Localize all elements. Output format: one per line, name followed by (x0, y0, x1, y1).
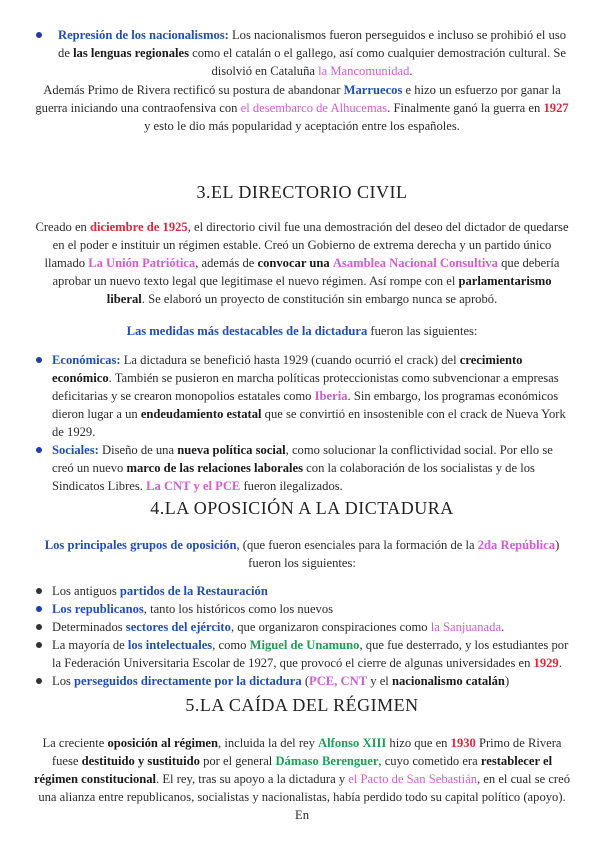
item-text: fueron ilegalizados. (240, 479, 343, 493)
para-text: , además de (195, 256, 258, 270)
list-item (32, 636, 572, 672)
item-highlight: PCE, CNT (309, 674, 368, 688)
para-text: , cuyo cometido era (378, 754, 481, 768)
measures-intro (32, 322, 572, 340)
bullet-icon (36, 32, 42, 38)
para-date: 1927 (543, 101, 569, 115)
para-emphasis: convocar una (257, 256, 330, 270)
para-emphasis: Los principales grupos de oposición (44, 538, 237, 552)
item-text: que se convirtió en insostenible con el crack de Nueva York de 1929. (52, 407, 566, 439)
para-name: Alfonso XIII (318, 736, 387, 750)
item-emphasis: los intelectuales (127, 638, 213, 652)
item-emphasis: endeudamiento estatal (140, 407, 262, 421)
item-text: La dictadura se benefició hasta 1929 (cuando ocurrió el crack) del (120, 353, 460, 367)
item-text: , como (212, 638, 250, 652)
bullet-icon (36, 447, 42, 453)
item-text: Los antiguos (52, 584, 120, 598)
item-text: Los nacionalismos fueron perseguidos e incluso se prohibió el uso de (58, 28, 567, 60)
section-heading: 5.LA CAÍDA DEL RÉGIMEN (185, 695, 419, 715)
bullet-icon (36, 357, 42, 363)
item-highlight: la Mancomunidad (318, 64, 410, 78)
item-text: . (501, 620, 505, 634)
item-text: La mayoría de (52, 638, 128, 652)
list-item (32, 26, 572, 80)
opposition-intro (32, 536, 572, 572)
item-text: Diseño de una (98, 443, 178, 457)
item-text: . También se pusieron en marcha políticas proteccionistas como subvencionar a empresas deficitarias y se crearon monopolios estatales como (52, 371, 559, 403)
item-emphasis: las lenguas regionales (73, 46, 189, 60)
para-text: hizo que en (386, 736, 451, 750)
item-emphasis: marco de las relaciones laborales (126, 461, 304, 475)
item-highlight: la Sanjuanada (430, 620, 502, 634)
para-name: Dámaso Berenguer (275, 754, 379, 768)
bullet-icon (36, 678, 42, 684)
item-name: Miguel de Unamuno (249, 638, 360, 652)
section-heading: 3.EL DIRECTORIO CIVIL (196, 182, 408, 202)
para-text: por el general (199, 754, 276, 768)
item-text: , que organizaron conspiraciones como (230, 620, 431, 634)
item-emphasis: Los republicanos (52, 602, 144, 616)
para-emphasis: oposición al régimen (107, 736, 219, 750)
item-highlight: La CNT y el PCE (146, 479, 241, 493)
para-date: 1930 (450, 736, 476, 750)
para-highlight: La Unión Patriótica (88, 256, 196, 270)
item-heading: Represión de los nacionalismos: (57, 28, 229, 42)
section-heading: 4.LA OPOSICIÓN A LA DICTADURA (150, 498, 454, 518)
para-text: fueron las siguientes: (367, 324, 478, 338)
para-emphasis: parlamentarismo liberal (106, 274, 552, 306)
para-text: La creciente (42, 736, 108, 750)
para-text: . Finalmente ganó la guerra en (387, 101, 544, 115)
para-text: Primo de Rivera fuese (51, 736, 562, 768)
item-emphasis: partidos de la Restauración (119, 584, 268, 598)
measures-list (32, 351, 572, 495)
para-emphasis: Marruecos (343, 83, 403, 97)
para-highlight: 2da República (477, 538, 556, 552)
list-item (32, 441, 572, 495)
para-emphasis: destituido y sustituido (81, 754, 200, 768)
para-date: diciembre de 1925 (90, 220, 188, 234)
bullet-icon (36, 642, 42, 648)
para-highlight: Asamblea Nacional Consultiva (332, 256, 498, 270)
item-text: Determinados (52, 620, 126, 634)
para-text: ) fueron los siguientes: (248, 538, 560, 570)
para-emphasis: restablecer el régimen constitucional (33, 754, 553, 786)
item-text: y el (367, 674, 392, 688)
para-text: . El rey, tras su apoyo a la dictadura y (156, 772, 349, 786)
para-text: y esto le dio más popularidad y aceptación entre los españoles. (144, 119, 460, 133)
bullet-icon (36, 606, 42, 612)
item-text: , tanto los históricos como los nuevos (143, 602, 334, 616)
item-emphasis: nacionalismo catalán (391, 674, 505, 688)
para-text: Creado en (35, 220, 90, 234)
item-text: Los (52, 674, 75, 688)
item-heading: Económicas: (52, 353, 121, 367)
para-text: . Se elaboró un proyecto de constitución sin embargo nunca se aprobó. (141, 292, 498, 306)
list-item (32, 351, 572, 441)
item-text: ( (301, 674, 310, 688)
para-text: , el directorio civil fue una demostración del deseo del dictador de quedarse en el poder e instituir un régimen estable. Creó un Gobierno de extrema derecha y un partido único llamado (44, 220, 569, 270)
item-highlight: Iberia (314, 389, 348, 403)
item-text: con la colaboración de los socialistas y de los Sindicatos Libres. (52, 461, 535, 493)
para-text: , en el cual se creó una alianza entre republicanos, socialistas y nacionalistas, había perdido todo su capital político (apoyo). En (38, 772, 571, 822)
item-emphasis: sectores del ejército (125, 620, 231, 634)
list-item (32, 672, 572, 690)
item-emphasis: crecimiento económico (52, 353, 523, 385)
para-highlight: el Pacto de San Sebastián (348, 772, 477, 786)
para-text: que debería aprobar un nuevo texto legal que legitimase el nuevo régimen. Así rompe con el (52, 256, 560, 288)
para-highlight: el desembarco de Alhucemas (240, 101, 388, 115)
item-emphasis: nueva política social (177, 443, 286, 457)
item-text: . (558, 656, 562, 670)
bullet-icon (36, 624, 42, 630)
item-text: como el catalán o el gallego, así como cualquier demostración cultural. Se disolvió en Cataluña (188, 46, 566, 78)
item-date: 1929 (533, 656, 559, 670)
para-text: e hizo un esfuerzo por ganar la guerra iniciando una contraofensiva con (35, 83, 561, 115)
item-text: , como solucionar la conflictividad social. Por ello se creó un nuevo (52, 443, 553, 475)
paragraph-marruecos (32, 81, 572, 135)
intro-bullet-list (32, 26, 572, 80)
opposition-list (32, 582, 572, 690)
bullet-icon (36, 588, 42, 594)
para-text: Además Primo de Rivera rectificó su postura de abandonar (43, 83, 344, 97)
item-emphasis: perseguidos directamente por la dictadura (74, 674, 302, 688)
para-emphasis: Las medidas más destacables de la dictadura (126, 324, 368, 338)
item-heading: Sociales: (52, 443, 99, 457)
item-text: . Sin embargo, los programas económicos dieron lugar a un (52, 389, 559, 421)
item-text: , que fue desterrado, y los estudiantes por la Federación Universitaria Escolar de 1927, que provocó el cierre de algunas universidades en (52, 638, 569, 670)
list-item (32, 600, 572, 618)
para-text: , incluida la del rey (218, 736, 319, 750)
item-text: . (409, 64, 413, 78)
list-item (32, 582, 572, 600)
item-text: ) (504, 674, 510, 688)
list-item (32, 618, 572, 636)
para-text: , (que fueron esenciales para la formación de la (236, 538, 478, 552)
paragraph-directorio (32, 218, 572, 308)
paragraph-caida (32, 734, 572, 824)
